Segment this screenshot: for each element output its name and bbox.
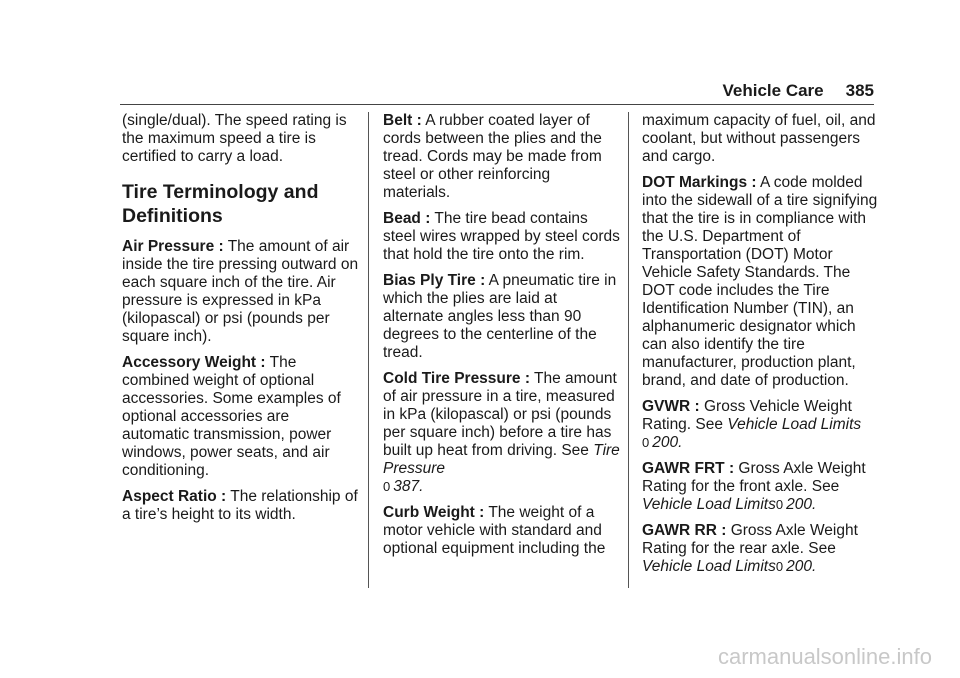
- term: Bead :: [383, 210, 431, 227]
- term: Air Pressure :: [122, 238, 224, 255]
- definition-dot-markings: [642, 174, 880, 390]
- definition-curb-weight: [383, 504, 621, 558]
- definition-text: Gross Axle Weight Rating for the rear axle. See: [642, 522, 858, 557]
- definition-gvwr: [642, 398, 880, 452]
- column-3: [642, 112, 880, 584]
- definition-text: The amount of air pressure in a tire, measured in kPa (kilopascal) or psi (pounds per square inch) before a tire has built up heat from driving. See: [383, 370, 617, 459]
- definition-text: A code molded into the sidewall of a tire signifying that the tire is in compliance with the U.S. Department of Transportation (DOT) Motor Vehicle Safety Standards. The DOT code includes the Tire Identification Number (TIN), an alphanumeric designator which can also identify the tire manufacturer, production plant, brand, and date of production.: [642, 174, 878, 389]
- definition-text: A rubber coated layer of cords between the plies and the tread. Cords may be made from steel or other reinforcing materials.: [383, 112, 602, 201]
- term: Aspect Ratio :: [122, 488, 227, 505]
- definition-gawr-frt: [642, 460, 880, 514]
- header-rule: [120, 104, 874, 105]
- page-ref-arrow-icon: 0: [383, 479, 391, 494]
- column-2: [383, 112, 621, 566]
- term: GAWR RR :: [642, 522, 727, 539]
- definition-gawr-rr: [642, 522, 880, 576]
- definition-text: The amount of air inside the tire pressing outward on each square inch of the tire. Air pressure is expressed in kPa (kilopascal) or psi (pounds per square inch).: [122, 238, 359, 345]
- page-ref-arrow-icon: 0: [775, 497, 784, 512]
- term: Bias Ply Tire :: [383, 272, 486, 289]
- term: GVWR :: [642, 398, 700, 415]
- cross-reference-page[interactable]: 200.: [652, 434, 683, 451]
- column-divider-1: [368, 112, 369, 588]
- cross-reference-link[interactable]: Vehicle Load Limits: [727, 416, 862, 433]
- cross-reference-page[interactable]: 200.: [786, 558, 817, 575]
- cross-reference-link[interactable]: Vehicle Load Limits: [642, 558, 776, 575]
- page-ref-arrow-icon: 0: [775, 559, 784, 574]
- term: Curb Weight :: [383, 504, 485, 521]
- watermark: carmanualsonline.info: [717, 644, 932, 669]
- definition-accessory-weight: [122, 354, 360, 480]
- definition-text: The tire bead contains steel wires wrapped by steel cords that hold the tire onto the rim.: [383, 210, 620, 263]
- definition-text: The relationship of a tire’s height to its width.: [122, 488, 358, 523]
- definition-bias-ply-tire: [383, 272, 621, 362]
- cross-reference-page[interactable]: 200.: [786, 496, 817, 513]
- intro-paragraph: (single/dual). The speed rating is the maximum speed a tire is certified to carry a load.: [122, 112, 347, 165]
- section-title: Vehicle Care: [722, 81, 824, 100]
- definition-text: The combined weight of optional accessories. Some examples of optional accessories are automatic transmission, power windows, power seats, and air conditioning.: [122, 354, 341, 479]
- definition-belt: [383, 112, 621, 202]
- definition-aspect-ratio: [122, 488, 360, 524]
- definition-text: The weight of a motor vehicle with standard and optional equipment including the: [383, 504, 606, 557]
- term: Accessory Weight :: [122, 354, 266, 371]
- term: GAWR FRT :: [642, 460, 735, 477]
- term: Belt :: [383, 112, 422, 129]
- definition-cold-tire-pressure: [383, 370, 621, 496]
- definition-air-pressure: [122, 238, 360, 346]
- page-header: [723, 80, 875, 102]
- page-ref-arrow-icon: 0: [642, 435, 650, 450]
- definition-text: A pneumatic tire in which the plies are laid at alternate angles less than 90 degrees to the centerline of the tread.: [383, 272, 617, 361]
- definition-bead: [383, 210, 621, 264]
- term: Cold Tire Pressure :: [383, 370, 531, 387]
- term: DOT Markings :: [642, 174, 757, 191]
- cross-reference-page[interactable]: 387.: [393, 478, 424, 495]
- page-number: 385: [845, 81, 874, 100]
- continued-paragraph: maximum capacity of fuel, oil, and coolant, but without passengers and cargo.: [642, 112, 876, 165]
- column-1: [122, 112, 360, 532]
- definition-text: Gross Vehicle Weight Rating. See: [642, 398, 852, 433]
- column-divider-2: [628, 112, 629, 588]
- definition-text: Gross Axle Weight Rating for the front axle. See: [642, 460, 866, 495]
- cross-reference-link[interactable]: Tire Pressure: [383, 442, 620, 477]
- cross-reference-link[interactable]: Vehicle Load Limits: [642, 496, 776, 513]
- section-heading: Tire Terminology and Definitions: [122, 181, 319, 227]
